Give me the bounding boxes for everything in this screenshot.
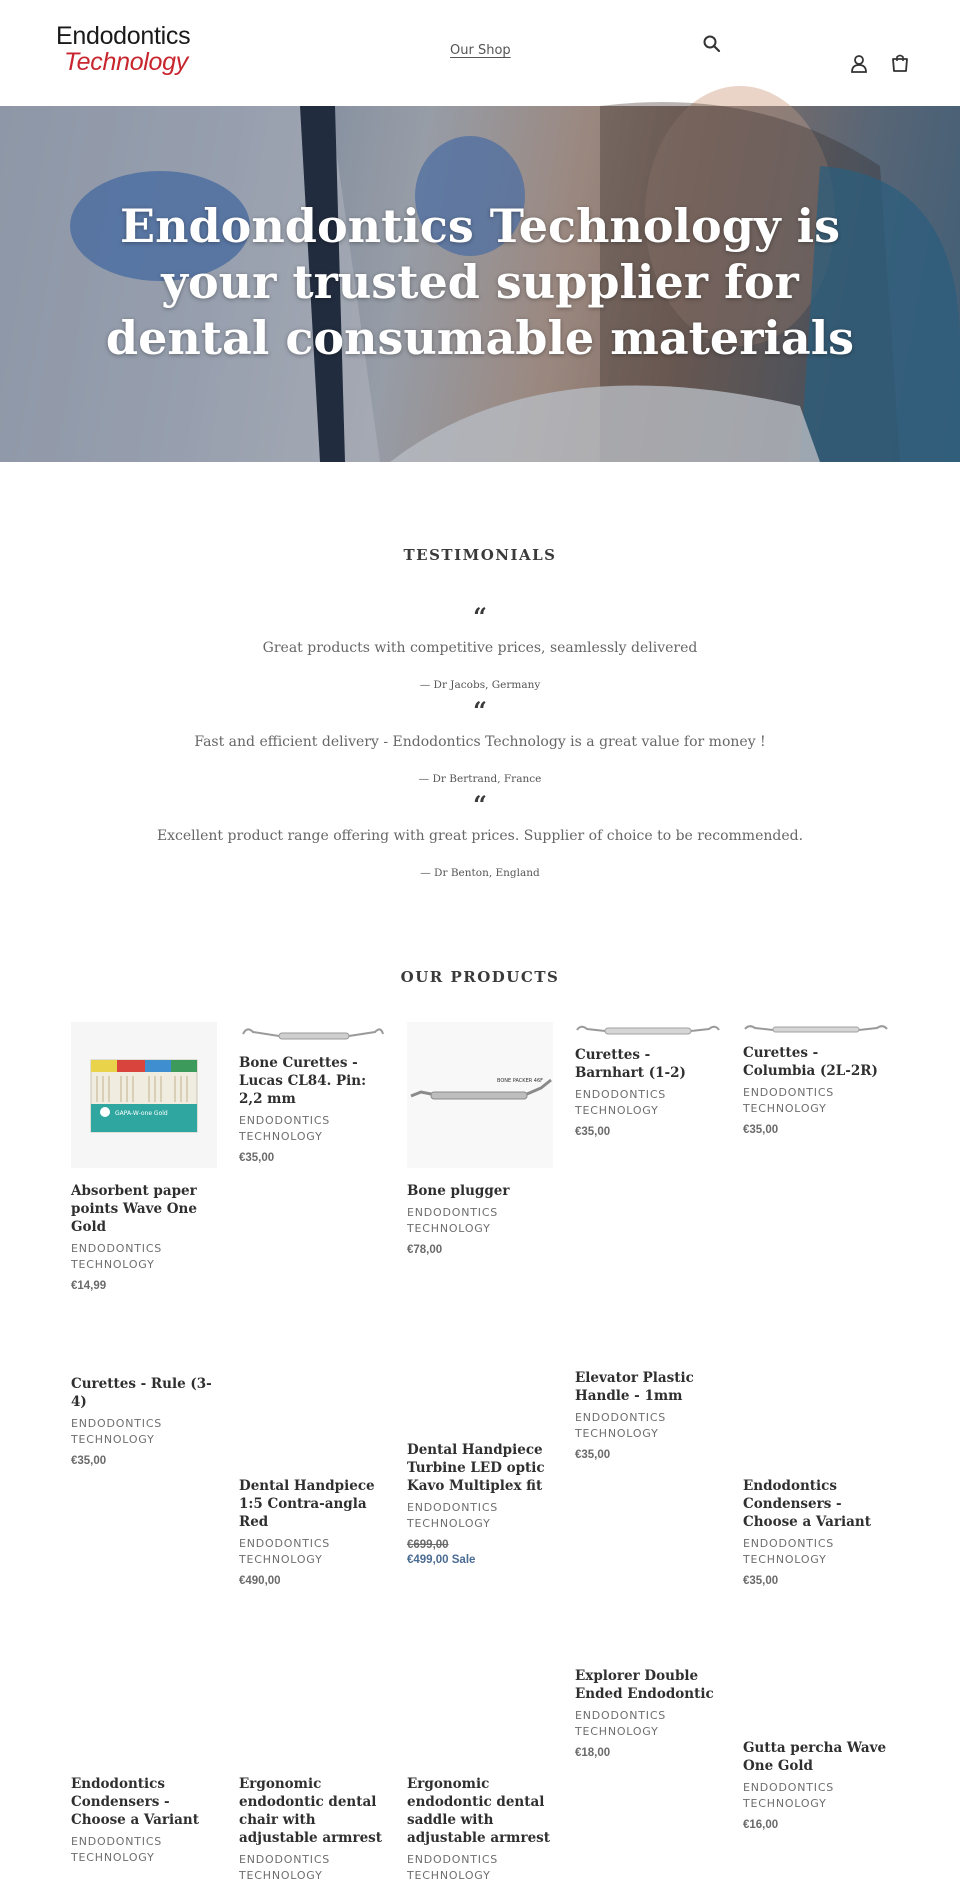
product-card[interactable] <box>743 1477 889 1587</box>
product-name[interactable]: Bone Curettes - Lucas CL84. Pin: 2,2 mm <box>239 1055 367 1107</box>
product-vendor: ENDODONTICS TECHNOLOGY <box>575 1088 667 1117</box>
quote-icon: “ <box>473 790 487 819</box>
product-price: €16,00 <box>743 1819 779 1831</box>
product-name[interactable]: Explorer Double Ended Endodontic <box>575 1668 714 1702</box>
product-card[interactable] <box>407 1441 553 1566</box>
logo-line-2: Technology <box>64 48 188 76</box>
product-name[interactable]: Gutta percha Wave One Gold <box>743 1740 887 1774</box>
testimonial-text: Great products with competitive prices, seamlessly delivered <box>262 640 698 656</box>
product-vendor: ENDODONTICS TECHNOLOGY <box>71 1835 163 1864</box>
product-image[interactable] <box>575 1022 721 1040</box>
testimonial-text: Excellent product range offering with great prices. Supplier of choice to be recommended. <box>156 828 804 844</box>
hero-title: Endondontics Technology is your trusted supplier for dental consumable materials <box>105 199 855 365</box>
testimonial-author: — Dr Benton, England <box>420 867 540 879</box>
product-vendor: ENDODONTICS TECHNOLOGY <box>407 1501 499 1530</box>
testimonial-author: — Dr Bertrand, France <box>418 773 542 785</box>
product-vendor: ENDODONTICS TECHNOLOGY <box>71 1417 163 1446</box>
product-name[interactable]: Elevator Plastic Handle - 1mm <box>575 1370 694 1404</box>
product-price: €35,00 <box>71 1455 107 1467</box>
product-name[interactable]: Ergonomic endodontic dental chair with adjustable armrest <box>239 1776 383 1846</box>
testimonial-1 <box>80 602 880 691</box>
product-vendor: ENDODONTICS TECHNOLOGY <box>743 1781 835 1810</box>
product-name[interactable]: Curettes - Barnhart (1-2) <box>575 1047 686 1081</box>
product-card[interactable] <box>239 1775 385 1884</box>
product-price: €78,00 <box>407 1244 443 1256</box>
product-name[interactable]: Curettes - Rule (3-4) <box>71 1376 212 1410</box>
account-icon[interactable] <box>850 54 868 74</box>
product-card[interactable] <box>71 1375 217 1467</box>
testimonial-2 <box>80 696 880 785</box>
box-label: GAPA-W-one Gold <box>115 1110 168 1117</box>
product-image[interactable] <box>743 1022 889 1038</box>
logo-line-1: Endodontics <box>56 22 191 50</box>
product-name[interactable]: Endodontics Condensers - Choose a Variant <box>743 1478 871 1530</box>
product-vendor: ENDODONTICS TECHNOLOGY <box>239 1537 331 1566</box>
search-icon[interactable] <box>702 34 722 54</box>
product-price: €35,00 <box>575 1126 611 1138</box>
hero-banner <box>0 106 960 462</box>
product-price: €14,99 <box>71 1280 107 1292</box>
product-card[interactable] <box>71 1775 217 1866</box>
site-header <box>0 0 960 106</box>
product-vendor: ENDODONTICS TECHNOLOGY <box>575 1709 667 1738</box>
products-title: OUR PRODUCTS <box>400 968 560 986</box>
product-vendor: ENDODONTICS TECHNOLOGY <box>407 1853 499 1882</box>
product-vendor: ENDODONTICS TECHNOLOGY <box>575 1411 667 1440</box>
product-image[interactable] <box>407 1022 553 1168</box>
site-logo[interactable] <box>56 22 196 82</box>
product-name[interactable]: Absorbent paper points Wave One Gold <box>71 1183 197 1235</box>
product-vendor: ENDODONTICS TECHNOLOGY <box>239 1114 331 1143</box>
product-image[interactable] <box>239 1022 385 1050</box>
testimonial-author: — Dr Jacobs, Germany <box>419 679 541 691</box>
product-vendor: ENDODONTICS TECHNOLOGY <box>71 1242 163 1271</box>
product-price-sale: €499,00 Sale <box>407 1554 476 1566</box>
product-price: €35,00 <box>239 1152 275 1164</box>
product-card[interactable] <box>575 1667 721 1759</box>
product-vendor: ENDODONTICS TECHNOLOGY <box>407 1206 499 1235</box>
product-name[interactable]: Bone plugger <box>407 1183 510 1199</box>
product-card[interactable] <box>407 1775 553 1884</box>
quote-icon: “ <box>473 696 487 725</box>
product-card[interactable] <box>743 1739 889 1831</box>
quote-icon: “ <box>473 602 487 631</box>
product-price: €18,00 <box>575 1747 611 1759</box>
product-price: €35,00 <box>743 1575 779 1587</box>
product-name[interactable]: Curettes - Columbia (2L-2R) <box>743 1045 878 1079</box>
product-name[interactable]: Dental Handpiece 1:5 Contra-angla Red <box>239 1478 375 1530</box>
product-price: €35,00 <box>743 1124 779 1136</box>
product-vendor: ENDODONTICS TECHNOLOGY <box>743 1086 835 1115</box>
cart-icon[interactable] <box>890 53 910 73</box>
testimonial-text: Fast and efficient delivery - Endodontics Technology is a great value for money ! <box>194 734 766 750</box>
product-card[interactable] <box>575 1369 721 1461</box>
product-card[interactable] <box>239 1477 385 1587</box>
product-name[interactable]: Endodontics Condensers - Choose a Variant <box>71 1776 199 1828</box>
product-price-original: €699,00 <box>407 1539 449 1551</box>
product-image[interactable] <box>71 1022 217 1168</box>
product-price: €35,00 <box>575 1449 611 1461</box>
product-name[interactable]: Ergonomic endodontic dental saddle with adjustable armrest <box>407 1776 551 1846</box>
product-vendor: ENDODONTICS TECHNOLOGY <box>743 1537 835 1566</box>
plugger-label: BONE PACKER 46F <box>497 1078 544 1084</box>
product-name[interactable]: Dental Handpiece Turbine LED optic Kavo Multiplex fit <box>407 1442 545 1494</box>
nav-our-shop[interactable]: Our Shop <box>450 43 511 58</box>
testimonials-title: TESTIMONIALS <box>403 546 557 564</box>
testimonial-3 <box>80 790 880 879</box>
product-price: €490,00 <box>239 1575 281 1587</box>
product-vendor: ENDODONTICS TECHNOLOGY <box>239 1853 331 1882</box>
